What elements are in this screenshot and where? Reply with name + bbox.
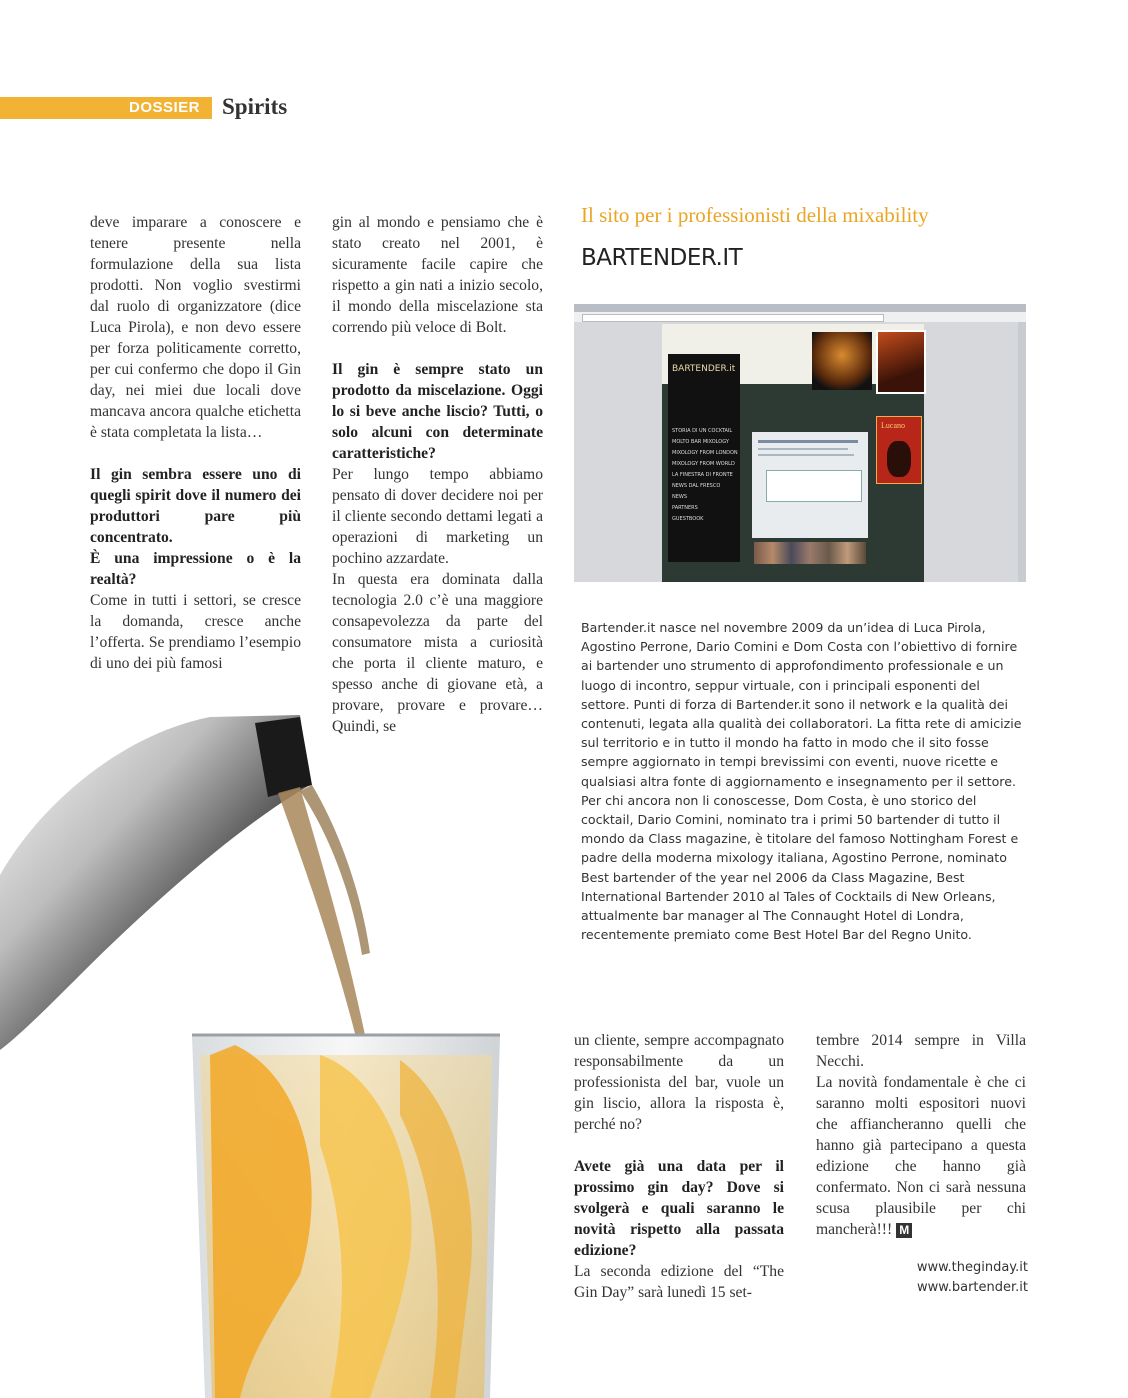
site-hero-image (812, 332, 872, 390)
site-menu-item: LA FINESTRA DI FRONTE (672, 472, 733, 478)
site-menu-item: MOLTO BAR MIXOLOGY (672, 439, 729, 445)
browser-address-bar (574, 312, 1026, 322)
paragraph: Come in tutti i settori, se cresce la domanda, cresce anche l’offerta. Se prendiamo l’esempio di uno dei più famosi (90, 592, 301, 672)
paragraph: tembre 2014 sempre in Villa Necchi. (816, 1032, 1026, 1070)
site-book-cover (876, 416, 922, 484)
end-mark-logo: M (896, 1223, 912, 1238)
paragraph (816, 1072, 1026, 1240)
paragraph: La seconda edizione del “The Gin Day” sarà lunedì 15 set- (574, 1263, 784, 1301)
link-theginday[interactable]: www.theginday.it (916, 1260, 1028, 1275)
site-logo: BARTENDER.it (672, 364, 736, 374)
paragraph: Per lungo tempo abbiamo pensato di dover decidere noi per il cliente secondo dettami legati a operazioni di marketing un pochino azzardate. (332, 466, 543, 567)
links-block (917, 1258, 1028, 1298)
question: Avete già una data per il prossimo gin day? Dove si svolgerà e quali saranno le novità rispetto alla passata edizione? (574, 1158, 784, 1259)
question: Il gin sembra essere uno di quegli spirit dove il numero dei produttori pare più concentrato. (90, 466, 301, 546)
book-title: Lucano (881, 421, 905, 430)
site-menu-item: STORIA DI UN COCKTAIL (672, 428, 733, 434)
site-menu-item: MIXOLOGY FROM LONDON (672, 450, 738, 456)
paragraph: In questa era dominata dalla tecnologia 2.0 c’è una maggiore consapevolezza da parte del consumatore mista a curiosità che porta il cliente maturo, e spesso anche di giovane età, a provare, provare e provare… Quindi, se (332, 571, 543, 735)
scrollbar (1018, 322, 1026, 582)
site-menu-item: MIXOLOGY FROM WORLD (672, 461, 735, 467)
site-page (662, 324, 924, 582)
site-content-panel (752, 432, 868, 538)
site-sidebar (668, 354, 740, 562)
question: Il gin è sempre stato un prodotto da miscelazione. Oggi lo si beve anche liscio? Tutti, o solo alcuni con determinate caratteristiche? (332, 361, 543, 462)
section-label: DOSSIER (128, 99, 200, 116)
gin-tonic-photo (0, 715, 560, 1398)
section-bar (0, 97, 212, 119)
text-column-2 (332, 212, 543, 737)
sidebar-caption: Bartender.it nasce nel novembre 2009 da un’idea di Luca Pirola, Agostino Perrone, Dario Comini e Dom Costa con l’obiettivo di fornire ai bartender uno strumento di approfondimento professionale e un luogo di incontro, seppur virtuale, con i principali esponenti del settore. Punti di forza di Bartender.it sono il network e la qualità dei contenuti, legata alla qualità dei collaboratori. La fitta rete di amicizie sul territorio e in tutto il mondo ha fatto in modo che il sito fosse sempre aggiornato in tempi brevissimi con eventi, nuove ricette e qualsiasi altra fonte di aggiornamento e insegnamento per il settore. Per chi ancora non li conoscesse, Dom Costa, è uno storico del cocktail, Dario Comini, nominato tra i primi 50 bartender di tutto il mondo da Class magazine, è titolare del famoso Nottingham Forest e padre della moderna mixology italiana, Agostino Perrone, nominato Best bartender of the year nel 2006 da Class Magazine, Best International Bartender 2010 al Tales of Cocktails di New Orleans, attualmente bar manager al The Connaught Hotel di Londra, recentemente premiato come Best Hotel Bar del Regno Unito. (581, 620, 1022, 943)
site-menu-item: NEWS DAL FRESCO (672, 483, 721, 489)
sidebar-title: BARTENDER.IT (581, 245, 743, 271)
browser-tabs (574, 304, 1026, 312)
text-column-3 (574, 1030, 784, 1303)
site-photo-strip (754, 542, 866, 564)
site-menu-item: GUESTBOOK (672, 516, 704, 522)
question: È una impressione o è la realtà? (90, 550, 301, 588)
paragraph: deve imparare a conoscere e tenere presente nella formulazione della sua lista prodotti. Non voglio svestirmi dal ruolo di organizzatore (dice Luca Pirola), e non devo essere per forza politicamente corretto, per cui confermo che dopo il Gin day, nei miei due locali dove mancava ancora qualche etichetta è stata completata la lista… (90, 214, 301, 441)
paragraph-text: La novità fondamentale è che ci saranno molti espositori nuovi che affiancheranno quelli che hanno già partecipano a questa edizione che hanno già confermato. Non ci sarà nessuna scusa plausibile per chi mancherà!!! (816, 1074, 1026, 1238)
paragraph: gin al mondo e pensiamo che è stato creato nel 2001, è sicuramente facile capire che rispetto a gin nati a inizio secolo, il mondo della miscelazione sta correndo più veloce di Bolt. (332, 214, 543, 336)
section-title: Spirits (222, 94, 288, 119)
text-column-4 (816, 1030, 1026, 1240)
sidebar-kicker: Il sito per i professionisti della mixability (581, 203, 929, 227)
paragraph: un cliente, sempre accompagnato responsabilmente da un professionista del bar, vuole un gin liscio, allora la risposta è, perché no? (574, 1032, 784, 1133)
site-menu-item: PARTNERS (672, 505, 698, 511)
website-screenshot (574, 304, 1026, 582)
link-bartender[interactable]: www.bartender.it (917, 1280, 1028, 1295)
text-column-1 (90, 212, 301, 674)
site-menu-item: NEWS (672, 494, 688, 500)
site-hero-image (876, 330, 926, 394)
